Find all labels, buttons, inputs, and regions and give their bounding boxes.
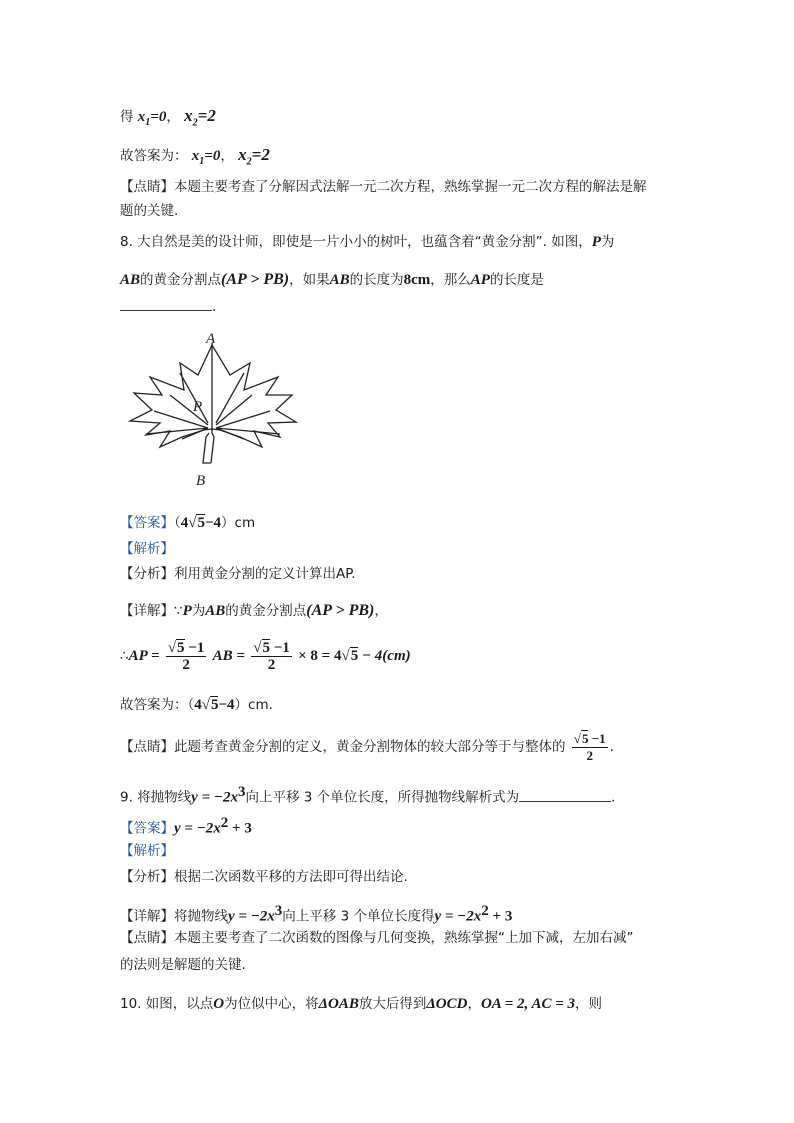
- q9-xiangjie: 【详解】将抛物线$y = -2x^3$向上平移 3 个单位长度得$y = -2x^2 + 3$: [120, 903, 513, 925]
- q9-jiexi: 【解析】: [120, 843, 174, 859]
- q9-dianjing-cont: 的法则是解题的关键.: [120, 957, 246, 973]
- x1-var: $x_1=0$: [191, 148, 221, 167]
- x2-var: $x_2=2$: [184, 106, 216, 129]
- golden-ratio-fraction: $\frac{√5 -1}{2}$: [573, 730, 606, 763]
- q9-answer: 【答案】$y = -2x^2 + 3$: [120, 815, 252, 837]
- q8-stem-line1: 8. 大自然是美的设计师，即使是一片小小的树叶，也蕴含着“黄金分割”. 如图，P为: [120, 234, 615, 250]
- q8-fenxi: 【分析】利用黄金分割的定义计算出AP.: [120, 566, 356, 582]
- q7-dianjing: 【点睛】本题主要考查了分解因式法解一元二次方程，熟练掌握一元二次方程的解法是解: [120, 179, 647, 195]
- q8-calc: ∴AP = $\frac{√5 -1}{2}$ AB = $\frac{√5 -1}{2}$ × 8 = 4√5 − 4(cm): [120, 639, 411, 673]
- x2-var: $x_2=2$: [238, 145, 270, 168]
- leaf-stem: [203, 433, 211, 463]
- q7-solution-line: 得 $x_1=0$， $x_2=2$: [120, 106, 216, 129]
- q8-answer-blank: .: [120, 296, 216, 317]
- q8-answer: 【答案】（4√5−4）cm: [120, 515, 256, 531]
- answer-blank: [120, 296, 212, 311]
- point-p-label: P: [193, 399, 203, 415]
- q9-stem: 9. 将抛物线$y = -2x^3$向上平移 3 个单位长度，所得抛物线解析式为 .: [120, 784, 616, 806]
- golden-ratio-fraction: $\frac{√5 -1}{2}$: [253, 639, 290, 673]
- q9-fenxi: 【分析】根据二次函数平移的方法即可得出结论.: [120, 869, 408, 885]
- point-b-label: B: [196, 473, 206, 489]
- q8-jiexi: 【解析】: [120, 541, 174, 557]
- point-a-label: A: [206, 331, 216, 347]
- leaf-midrib: [211, 343, 214, 463]
- golden-ratio-fraction: $\frac{√5 -1}{2}$: [167, 639, 205, 673]
- x1-var: $x_1=0$: [137, 109, 167, 128]
- q7-dianjing-cont: 题的关键.: [120, 203, 179, 219]
- q8-dianjing: 【点睛】此题考查黄金分割的定义，黄金分割物体的较大部分等于与整体的 $\frac{√5 -1}{2}$ .: [120, 730, 614, 763]
- leaf-outline: [130, 345, 296, 447]
- q10-stem: 10. 如图，以点O为位似中心，将ΔOAB放大后得到ΔOCD，OA = 2, AC = 3，则: [120, 996, 602, 1012]
- q9-dianjing: 【点睛】本题主要考查了二次函数的图像与几何变换，熟练掌握“上加下减，左加右减”: [120, 930, 634, 946]
- q8-final-answer: 故答案为：（4√5−4）cm.: [120, 697, 273, 713]
- q8-xiangjie: 【详解】∵P为AB的黄金分割点(AP > PB)，: [120, 602, 388, 619]
- q7-answer-line: 故答案为： $x_1=0$， $x_2=2$: [120, 145, 270, 168]
- q8-stem-line2: AB的黄金分割点(AP > PB)，如果AB的长度为8cm，那么AP的长度是: [120, 271, 544, 288]
- answer-blank: [519, 787, 611, 802]
- maple-leaf-figure: [120, 325, 310, 490]
